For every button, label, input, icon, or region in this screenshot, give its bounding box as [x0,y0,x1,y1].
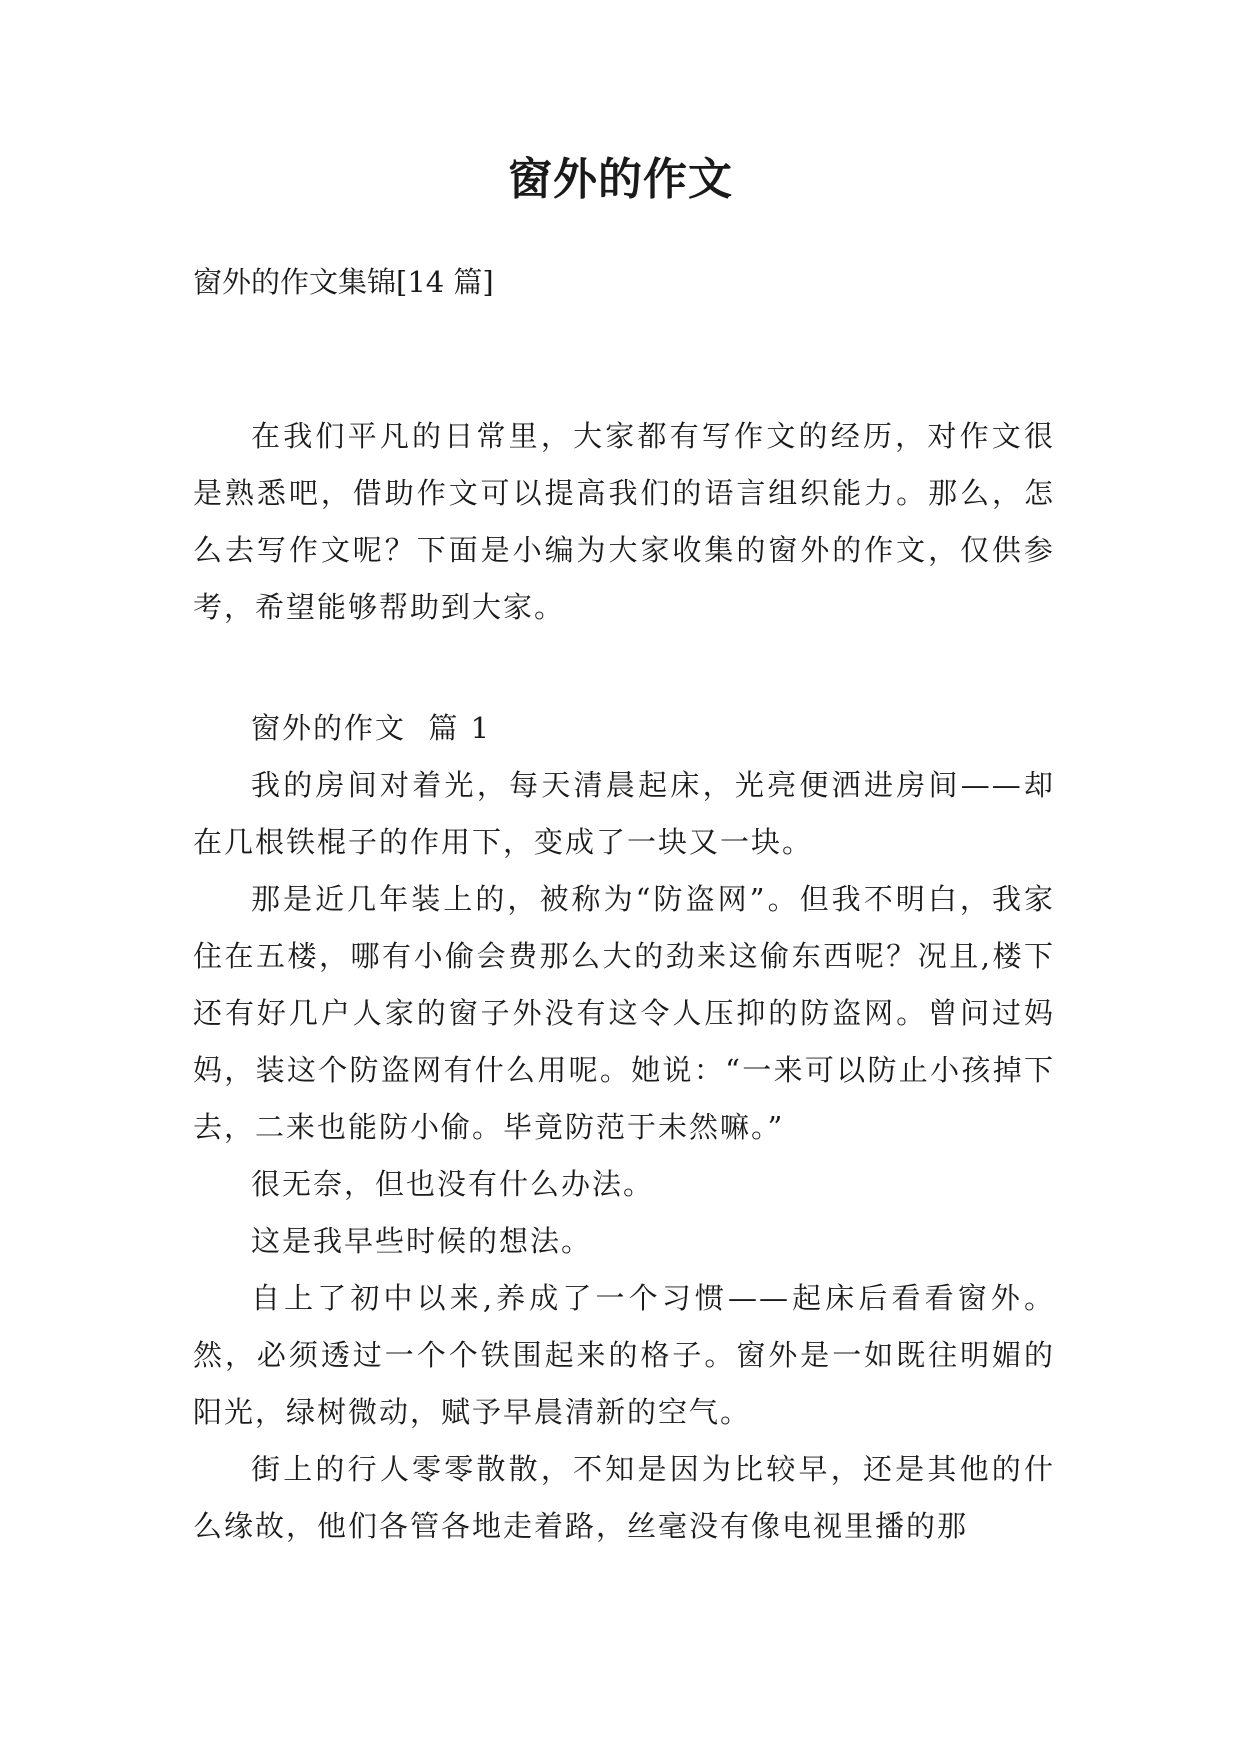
intro-section [193,408,1055,636]
collection-subtitle: 窗外的作文集锦[14 篇] [193,265,494,299]
paragraph: 这是我早些时候的想法。 [251,1224,593,1258]
document-title: 窗外的作文 [508,154,733,205]
essay-section [193,700,1055,1555]
section-heading: 窗外的作文 篇 1 [251,711,492,745]
paragraph: 我的房间对着光，每天清晨起床，光亮便洒进房间——却在几根铁棍子的作用下，变成了一块又一块。 [193,768,1055,859]
paragraph: 自上了初中以来,养成了一个习惯——起床后看看窗外。然，必须透过一个个铁围起来的格子。窗外是一如既往明媚的阳光，绿树微动，赋予早晨清新的空气。 [193,1281,1055,1429]
paragraph: 很无奈，但也没有什么办法。 [251,1167,655,1201]
paragraph: 街上的行人零零散散，不知是因为比较早，还是其他的什么缘故，他们各管各地走着路，丝毫没有像电视里播的那 [193,1452,1055,1543]
paragraph: 那是近几年装上的，被称为“防盗网”。但我不明白，我家住在五楼，哪有小偷会费那么大的劲来这偷东西呢？况且,楼下还有好几户人家的窗子外没有这令人压抑的防盗网。曾问过妈妈，装这个防盗网有什么用呢。她说：“一来可以防止小孩掉下去，二来也能防小偷。毕竟防范于未然嘛。” [193,882,1055,1144]
intro-paragraph: 在我们平凡的日常里，大家都有写作文的经历，对作文很是熟悉吧，借助作文可以提高我们的语言组织能力。那么，怎么去写作文呢？下面是小编为大家收集的窗外的作文，仅供参考，希望能够帮助到大家。 [193,419,1055,624]
